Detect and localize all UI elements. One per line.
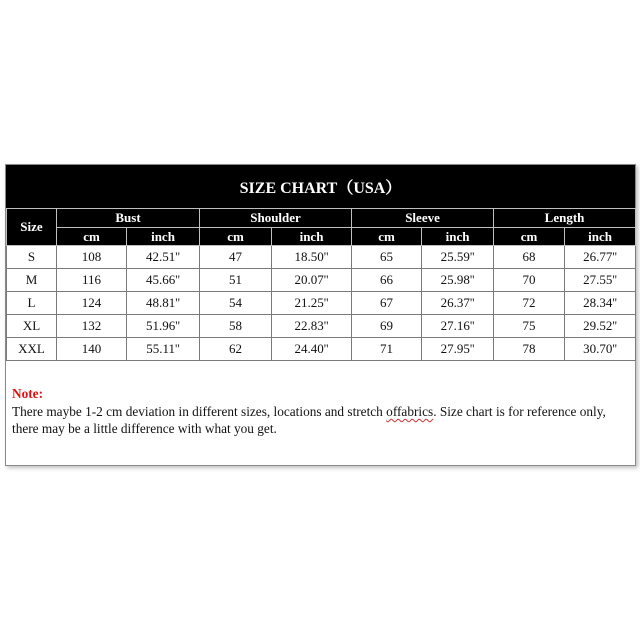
note-text-after: . Size chart is for reference only, there may be a little difference with what you get. bbox=[12, 404, 606, 436]
measurement-cell: 42.51'' bbox=[127, 246, 200, 269]
measurement-cell: 21.25'' bbox=[272, 292, 352, 315]
measurement-cell: 20.07'' bbox=[272, 269, 352, 292]
table-body bbox=[7, 246, 636, 361]
measurement-cell: 70 bbox=[494, 269, 565, 292]
measurement-cell: 18.50'' bbox=[272, 246, 352, 269]
size-cell: M bbox=[7, 269, 57, 292]
size-cell: XXL bbox=[7, 338, 57, 361]
measurement-cell: 72 bbox=[494, 292, 565, 315]
measurement-cell: 48.81'' bbox=[127, 292, 200, 315]
measurement-cell: 71 bbox=[352, 338, 422, 361]
measurement-cell: 58 bbox=[200, 315, 272, 338]
measurement-cell: 108 bbox=[57, 246, 127, 269]
measurement-cell: 25.98'' bbox=[422, 269, 494, 292]
size-cell: XL bbox=[7, 315, 57, 338]
measurement-cell: 27.95'' bbox=[422, 338, 494, 361]
measurement-cell: 30.70'' bbox=[565, 338, 636, 361]
measurement-cell: 78 bbox=[494, 338, 565, 361]
unit-header: cm bbox=[57, 228, 127, 246]
note-text-before: There maybe 1-2 cm deviation in different sizes, locations and stretch bbox=[12, 404, 387, 419]
unit-header: inch bbox=[272, 228, 352, 246]
measurement-cell: 132 bbox=[57, 315, 127, 338]
table-row bbox=[7, 292, 636, 315]
table-row bbox=[7, 338, 636, 361]
measurement-cell: 68 bbox=[494, 246, 565, 269]
measurement-cell: 28.34'' bbox=[565, 292, 636, 315]
note-block bbox=[12, 385, 632, 437]
measurement-cell: 25.59'' bbox=[422, 246, 494, 269]
table-row bbox=[7, 315, 636, 338]
measurement-cell: 65 bbox=[352, 246, 422, 269]
measurement-cell: 29.52'' bbox=[565, 315, 636, 338]
size-chart-card bbox=[5, 164, 636, 466]
measurement-cell: 116 bbox=[57, 269, 127, 292]
measurement-cell: 27.16'' bbox=[422, 315, 494, 338]
measurement-cell: 55.11'' bbox=[127, 338, 200, 361]
note-misspelled-word: offabrics bbox=[386, 404, 434, 419]
measurement-cell: 26.37'' bbox=[422, 292, 494, 315]
measurement-cell: 75 bbox=[494, 315, 565, 338]
measurement-cell: 26.77'' bbox=[565, 246, 636, 269]
measurement-cell: 47 bbox=[200, 246, 272, 269]
size-cell: L bbox=[7, 292, 57, 315]
measurement-cell: 54 bbox=[200, 292, 272, 315]
unit-header: cm bbox=[352, 228, 422, 246]
size-column-header: Size bbox=[7, 209, 57, 246]
measurement-cell: 51.96'' bbox=[127, 315, 200, 338]
measurement-cell: 45.66'' bbox=[127, 269, 200, 292]
size-cell: S bbox=[7, 246, 57, 269]
group-header-shoulder: Shoulder bbox=[200, 209, 352, 228]
measurement-cell: 27.55'' bbox=[565, 269, 636, 292]
measurement-cell: 24.40'' bbox=[272, 338, 352, 361]
measurement-cell: 51 bbox=[200, 269, 272, 292]
unit-header: inch bbox=[127, 228, 200, 246]
unit-header: cm bbox=[494, 228, 565, 246]
measurement-cell: 69 bbox=[352, 315, 422, 338]
measurement-cell: 66 bbox=[352, 269, 422, 292]
group-header-sleeve: Sleeve bbox=[352, 209, 494, 228]
unit-header-row bbox=[7, 228, 636, 246]
unit-header: inch bbox=[422, 228, 494, 246]
measurement-cell: 22.83'' bbox=[272, 315, 352, 338]
measurement-cell: 62 bbox=[200, 338, 272, 361]
unit-header: inch bbox=[565, 228, 636, 246]
chart-title: SIZE CHART（USA） bbox=[6, 165, 635, 208]
measurement-cell: 140 bbox=[57, 338, 127, 361]
measurement-cell: 124 bbox=[57, 292, 127, 315]
group-header-row bbox=[7, 209, 636, 228]
unit-header: cm bbox=[200, 228, 272, 246]
table-row bbox=[7, 246, 636, 269]
size-table bbox=[6, 208, 636, 361]
note-label: Note: bbox=[12, 386, 44, 401]
table-row bbox=[7, 269, 636, 292]
measurement-cell: 67 bbox=[352, 292, 422, 315]
group-header-length: Length bbox=[494, 209, 636, 228]
group-header-bust: Bust bbox=[57, 209, 200, 228]
